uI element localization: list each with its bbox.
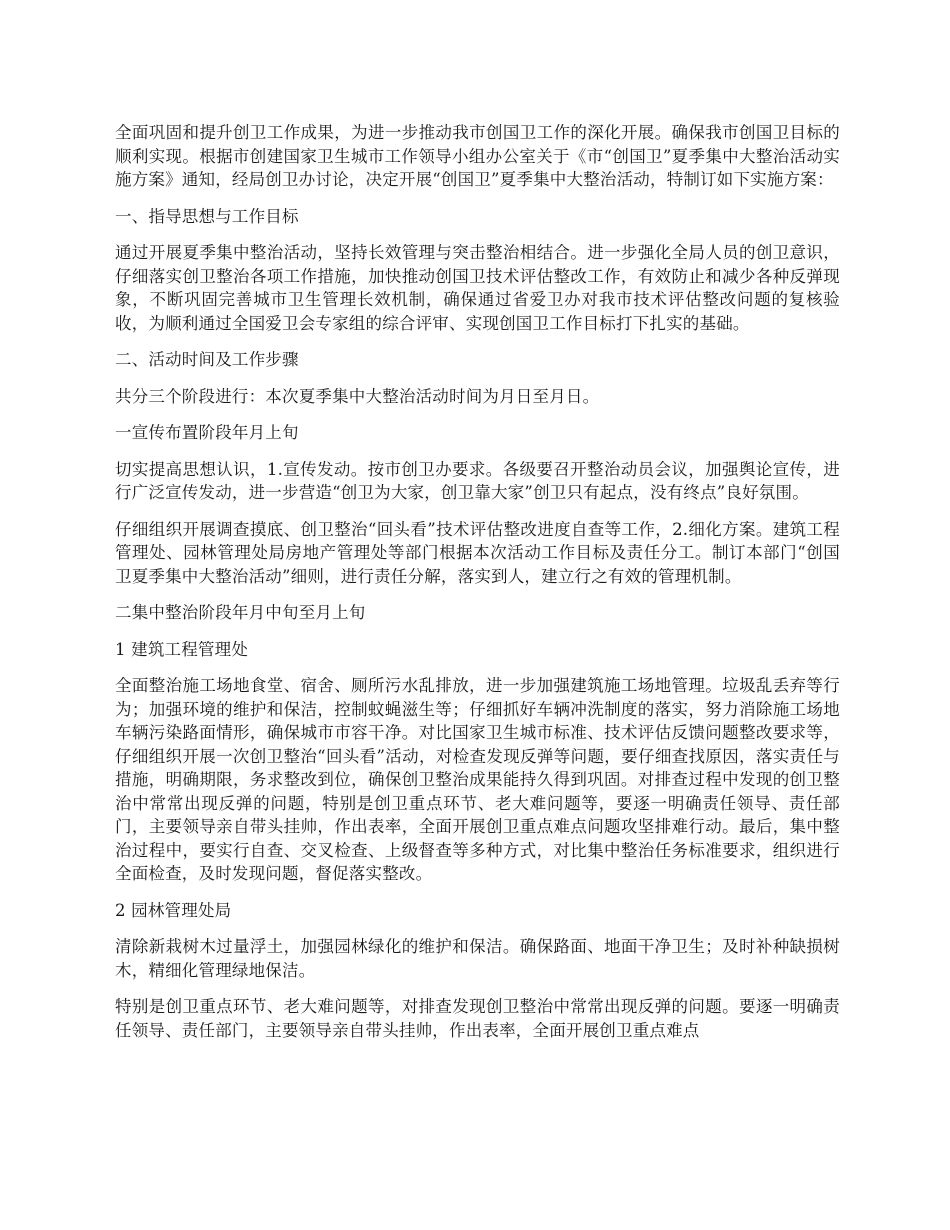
subheading-concentrated-rectification-stage: 二集中整治阶段年月中旬至月上旬 [115, 603, 366, 622]
subheading-landscape-management: 2 园林管理处局 [115, 900, 232, 920]
intro-paragraph: 全面巩固和提升创卫工作成果，为进一步推动我市创国卫工作的深化开展。确保我市创国卫目标的顺利实现。根据市创建国家卫生城市工作领导小组办公室关于《市“创国卫”夏季集中大整治活动实施方案》通知，经局创卫办讨论，决定开展“创国卫”夏季集中大整治活动，特制订如下实施方案： [115, 123, 840, 189]
guiding-ideology-paragraph: 通过开展夏季集中整治活动，坚持长效管理与突击整治相结合。进一步强化全局人员的创卫意识，仔细落实创卫整治各项工作措施，加快推动创国卫技术评估整改工作，有效防止和减少各种反弹现象，不断巩固完善城市卫生管理长效机制，确保通过省爱卫办对我市技术评估整改问题的复核验收，为顺利通过全国爱卫会专家组的综合评审、实现创国卫工作目标打下扎实的基础。 [115, 243, 840, 333]
section-heading-guiding-ideology: 一、指导思想与工作目标 [115, 206, 299, 226]
landscape-management-paragraph: 清除新栽树木过量浮土，加强园林绿化的维护和保洁。确保路面、地面干净卫生；及时补种缺损树木，精细化管理绿地保洁。 [115, 937, 840, 980]
document-body [115, 121, 840, 1055]
publicity-paragraph: 切实提高思想认识，1.宣传发动。按市创卫办要求。各级要召开整治动员会议，加强舆论宣传，进行广泛宣传发动，进一步营造“创卫为大家，创卫靠大家”创卫只有起点，没有终点”良好氛围。 [115, 459, 840, 502]
schedule-paragraph: 共分三个阶段进行：本次夏季集中大整治活动时间为月日至月日。 [115, 386, 600, 406]
construction-management-paragraph: 全面整治施工场地食堂、宿舍、厕所污水乱排放，进一步加强建筑施工场地管理。垃圾乱丢弃等行为；加强环境的维护和保洁，控制蚊蝇滋生等；仔细抓好车辆冲洗制度的落实，努力消除施工场地车辆污染路面情形，确保城市市容干净。对比国家卫生城市标准、技术评估反馈问题整改要求等，仔细组织开展一次创卫整治“回头看”活动，对检查发现反弹等问题，要仔细查找原因，落实责任与措施，明确期限，务求整改到位，确保创卫整治成果能持久得到巩固。对排查过程中发现的创卫整治中常常出现反弹的问题，特别是创卫重点环节、老大难问题等，要逐一明确责任领导、责任部门，主要领导亲自带头挂帅，作出表率，全面开展创卫重点难点问题攻坚排难行动。最后，集中整治过程中，要实行自查、交叉检查、上级督查等多种方式，对比集中整治任务标准要求，组织进行全面检查，及时发现问题，督促落实整改。 [115, 676, 840, 883]
key-issues-paragraph: 特别是创卫重点环节、老大难问题等，对排查发现创卫整治中常常出现反弹的问题。要逐一明确责任领导、责任部门，主要领导亲自带头挂帅，作出表率，全面开展创卫重点难点 [115, 997, 840, 1040]
refine-plan-paragraph: 仔细组织开展调查摸底、创卫整治“回头看”技术评估整改进度自查等工作，2.细化方案。建筑工程管理处、园林管理处局房地产管理处等部门根据本次活动工作目标及责任分工。制订本部门“创国卫夏季集中大整治活动”细则，进行责任分解，落实到人，建立行之有效的管理机制。 [115, 519, 840, 586]
subheading-publicity-stage: 一宣传布置阶段年月上旬 [115, 423, 299, 442]
section-heading-schedule: 二、活动时间及工作步骤 [115, 350, 299, 369]
subheading-construction-management: 1 建筑工程管理处 [115, 639, 249, 659]
